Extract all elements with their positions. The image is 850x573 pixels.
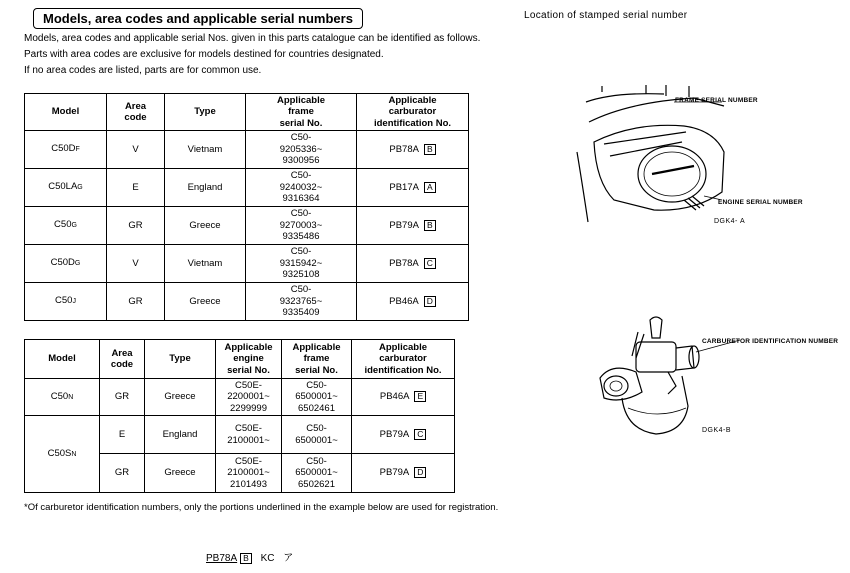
engine-serial-cell: C50E- 2100001~ — [216, 416, 282, 454]
table-row — [25, 131, 469, 169]
table-row — [25, 283, 469, 321]
table-row — [25, 169, 469, 207]
frame-serial-cell: C50- 9270003~ 9335486 — [246, 207, 357, 245]
type-cell: Greece — [165, 283, 246, 321]
engine-frame-illustration — [574, 82, 844, 232]
type-cell: Vietnam — [165, 131, 246, 169]
carburetor-illustration — [592, 312, 742, 444]
col-carb-id: Applicable carburator identification No. — [352, 340, 455, 379]
col-area-code: Area code — [100, 340, 145, 379]
page-title: Models, area codes and applicable serial numbers — [33, 8, 363, 29]
col-type: Type — [145, 340, 216, 379]
frame-serial-cell: C50- 9315942~ 9325108 — [246, 245, 357, 283]
example-kc-code: KC — [260, 553, 275, 564]
model-cell: C50SN — [25, 416, 100, 493]
figure2-code: DGK4-B — [702, 427, 732, 434]
frame-serial-cell: C50- 6500001~ — [282, 416, 352, 454]
carb-id-example — [206, 549, 293, 564]
type-cell: Greece — [165, 207, 246, 245]
frame-serial-label: FRAME SERIAL NUMBER — [675, 97, 758, 104]
col-engine-serial: Applicable engine serial No. — [216, 340, 282, 379]
intro-line-1: Models, area codes and applicable serial Nos. given in this parts catalogue can be identified as follows. — [24, 33, 481, 44]
engine-serial-cell: C50E- 2100001~ 2101493 — [216, 454, 282, 493]
carb-cell: PB78A C — [357, 245, 469, 283]
carb-cell: PB46A D — [357, 283, 469, 321]
type-cell: Greece — [145, 379, 216, 416]
frame-serial-cell: C50- 9323765~ 9335409 — [246, 283, 357, 321]
col-frame-serial: Applicable frame serial No. — [282, 340, 352, 379]
carb-id-label: CARBURETOR IDENTIFICATION NUMBER — [702, 338, 839, 345]
type-cell: Vietnam — [165, 245, 246, 283]
area-cell: GR — [100, 454, 145, 493]
engine-serial-cell: C50E- 2200001~ 2299999 — [216, 379, 282, 416]
model-cell: C50DG — [25, 245, 107, 283]
area-cell: E — [107, 169, 165, 207]
table-row — [25, 416, 455, 454]
footnote: *Of carburetor identification numbers, only the portions underlined in the example below are used for registration. — [24, 502, 499, 513]
carb-cell: PB78A B — [357, 131, 469, 169]
intro-line-2: Parts with area codes are exclusive for models destined for countries designated. — [24, 49, 384, 60]
area-cell: V — [107, 245, 165, 283]
model-cell: C50N — [25, 379, 100, 416]
location-title: Location of stamped serial number — [524, 10, 688, 21]
table-row — [25, 207, 469, 245]
frame-serial-cell: C50- 9205336~ 9300956 — [246, 131, 357, 169]
type-cell: Greece — [145, 454, 216, 493]
table-row — [25, 245, 469, 283]
table-header-row — [25, 340, 455, 379]
example-underlined-part: PB78A — [206, 553, 238, 564]
example-mark: ア — [283, 553, 294, 564]
example-box-code: B — [240, 553, 252, 564]
frame-serial-cell: C50- 6500001~ 6502621 — [282, 454, 352, 493]
col-frame-serial: Applicable frame serial No. — [246, 94, 357, 131]
carb-cell: PB79A B — [357, 207, 469, 245]
table-row — [25, 379, 455, 416]
type-cell: England — [145, 416, 216, 454]
serial-table-1 — [24, 93, 469, 321]
table-header-row — [25, 94, 469, 131]
carb-cell: PB79A C — [352, 416, 455, 454]
model-cell: C50DF — [25, 131, 107, 169]
area-cell: GR — [100, 379, 145, 416]
area-cell: GR — [107, 283, 165, 321]
col-type: Type — [165, 94, 246, 131]
model-cell: C50G — [25, 207, 107, 245]
figure1-code: DGK4- A — [714, 218, 746, 225]
col-model: Model — [25, 94, 107, 131]
area-cell: V — [107, 131, 165, 169]
engine-serial-label: ENGINE SERIAL NUMBER — [718, 199, 803, 206]
col-model: Model — [25, 340, 100, 379]
type-cell: England — [165, 169, 246, 207]
carb-cell: PB46A E — [352, 379, 455, 416]
area-cell: E — [100, 416, 145, 454]
area-cell: GR — [107, 207, 165, 245]
carb-cell: PB79A D — [352, 454, 455, 493]
serial-table-2 — [24, 339, 455, 493]
col-carb-id: Applicable carburator identification No. — [357, 94, 469, 131]
carb-cell: PB17A A — [357, 169, 469, 207]
model-cell: C50J — [25, 283, 107, 321]
col-area-code: Area code — [107, 94, 165, 131]
frame-serial-cell: C50- 9240032~ 9316364 — [246, 169, 357, 207]
model-cell: C50LAG — [25, 169, 107, 207]
frame-serial-cell: C50- 6500001~ 6502461 — [282, 379, 352, 416]
intro-line-3: If no area codes are listed, parts are for common use. — [24, 65, 262, 76]
